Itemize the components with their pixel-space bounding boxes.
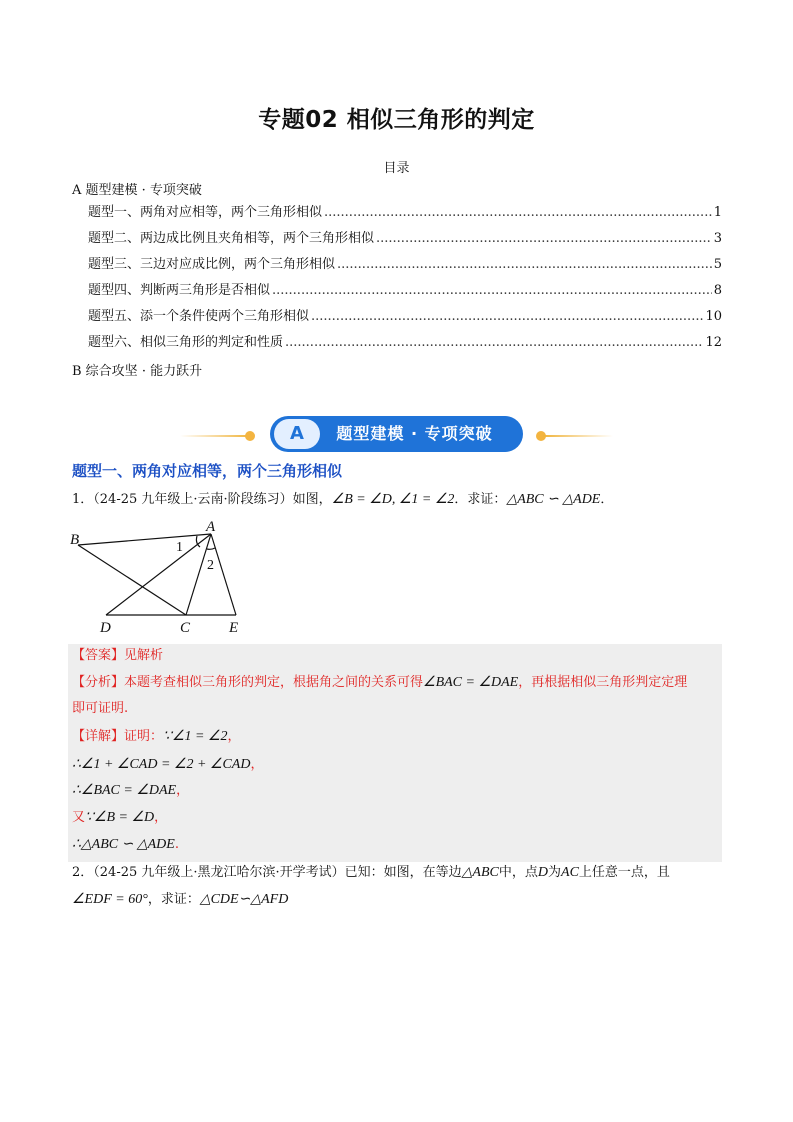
banner-line-left: [180, 435, 250, 437]
label-d: D: [100, 620, 111, 636]
toc-entry[interactable]: [88, 331, 722, 350]
step-4-prefix: 又: [72, 810, 86, 825]
label-angle-2: 2: [207, 558, 214, 573]
step-2-suffix: ，: [250, 757, 264, 772]
step-4-math: ∵∠B = ∠D: [85, 810, 155, 825]
toc-leader-dots: [324, 205, 712, 220]
toc-entry[interactable]: [88, 305, 722, 324]
label-c: C: [180, 620, 191, 636]
proof-step: [72, 808, 167, 828]
analysis-text-2: ，再根据相似三角形判定定理: [518, 675, 688, 690]
toc-page-number: 8: [713, 283, 722, 298]
step-5-suffix: .: [174, 837, 179, 852]
problem-2-triangle: △ABC: [461, 865, 499, 880]
toc-entry[interactable]: [88, 201, 722, 220]
detail-text: 证明：: [124, 729, 164, 744]
problem-2-goal: △CDE∽△AFD: [199, 892, 289, 907]
toc-page-number: 1: [713, 205, 722, 220]
problem-1-goal: △ABC ∽ △ADE: [506, 492, 601, 507]
step-5-math: ∴△ABC ∽ △ADE: [72, 837, 175, 852]
toc-part-a[interactable]: A 题型建模 · 专项突破: [72, 183, 202, 198]
banner-letter: A: [274, 419, 320, 449]
analysis-line: [72, 673, 726, 693]
problem-2-point-d: D: [537, 865, 549, 880]
problem-2-end: 上任意一点，且: [578, 865, 670, 880]
segment-ba: [78, 534, 211, 545]
segment-ae: [211, 534, 236, 615]
toc-page-number: 5: [713, 257, 722, 272]
label-a: A: [206, 519, 216, 535]
detail-tag: 【详解】: [72, 729, 125, 744]
toc-leader-dots: [376, 231, 712, 246]
label-angle-1: 1: [176, 540, 183, 555]
problem-2-angle: ∠EDF = 60°: [72, 892, 148, 907]
geometry-figure: [66, 519, 251, 637]
segment-bc: [78, 545, 186, 615]
analysis-math: ∠BAC = ∠DAE: [423, 675, 519, 690]
problem-2-line-2: [72, 890, 288, 910]
analysis-tag: 【分析】: [72, 675, 125, 690]
segment-ad: [106, 534, 211, 615]
section-banner: [0, 414, 793, 458]
toc-entry[interactable]: [88, 279, 722, 298]
analysis-line-2: [72, 699, 128, 719]
section-heading: 题型一、两角对应相等，两个三角形相似: [72, 462, 343, 480]
toc-entry-text: 题型二、两边成比例且夹角相等，两个三角形相似: [88, 231, 375, 246]
problem-1-end: ．: [600, 492, 614, 507]
toc-leader-dots: [285, 335, 703, 350]
toc-entry-text: 题型四、判断两三角形是否相似: [88, 283, 271, 298]
problem-1-statement: [72, 490, 613, 510]
toc-entry[interactable]: [88, 253, 722, 272]
problem-2-prove: ，求证：: [147, 892, 200, 907]
proof-step: [72, 835, 179, 855]
banner-label: 题型建模 · 专项突破: [336, 424, 493, 443]
toc-page-number: 3: [713, 231, 722, 246]
step-1-math: ∵∠1 = ∠2: [163, 729, 228, 744]
toc-leader-dots: [311, 309, 703, 324]
problem-2-line-1: [72, 863, 670, 883]
answer-tag: 【答案】: [72, 648, 125, 663]
proof-step: [72, 755, 263, 775]
toc-entry-text: 题型三、三边对应成比例，两个三角形相似: [88, 257, 336, 272]
toc-leader-dots: [337, 257, 712, 272]
answer-line: [72, 646, 163, 666]
toc-entry-text: 题型一、两角对应相等，两个三角形相似: [88, 205, 323, 220]
toc-leader-dots: [272, 283, 712, 298]
toc-page-number: 12: [705, 335, 722, 350]
problem-2-mid-2: 为: [548, 865, 562, 880]
banner-pill: [270, 416, 523, 452]
problem-1-given: ∠B = ∠D, ∠1 = ∠2: [331, 492, 455, 507]
step-3-suffix: ，: [176, 783, 190, 798]
banner-line-right: [543, 435, 613, 437]
page-title: 专题02 相似三角形的判定: [258, 107, 535, 133]
toc-heading: 目录: [383, 161, 410, 176]
problem-1-prefix: 1．（24-25 九年级上·云南·阶段练习）如图，: [72, 492, 332, 507]
detail-line: [72, 727, 241, 747]
toc-page-number: 10: [705, 309, 722, 324]
step-1-suffix: ，: [227, 729, 241, 744]
analysis-text-1: 本题考查相似三角形的判定，根据角之间的关系可得: [124, 675, 424, 690]
label-b: B: [70, 532, 80, 548]
problem-2-prefix: 2．（24-25 九年级上·黑龙江哈尔滨·开学考试）已知：如图，在等边: [72, 865, 462, 880]
label-e: E: [229, 620, 239, 636]
toc-entry[interactable]: [88, 227, 722, 246]
banner-dot-left: [245, 431, 255, 441]
angle-2-arc: [207, 548, 215, 549]
problem-2-mid: 中，点: [498, 865, 538, 880]
step-3-math: ∴∠BAC = ∠DAE: [72, 783, 177, 798]
analysis-text-3: 即可证明.: [72, 701, 129, 716]
toc-part-b[interactable]: B 综合攻坚 · 能力跃升: [72, 364, 203, 379]
problem-1-mid: ．求证：: [454, 492, 507, 507]
proof-step: [72, 781, 189, 801]
toc-entry-text: 题型五、添一个条件使两个三角形相似: [88, 309, 310, 324]
step-2-math: ∴∠1 + ∠CAD = ∠2 + ∠CAD: [72, 757, 251, 772]
step-4-suffix: ，: [154, 810, 168, 825]
toc-entry-text: 题型六、相似三角形的判定和性质: [88, 335, 284, 350]
problem-2-segment-ac: AC: [561, 865, 579, 880]
answer-text: 见解析: [124, 648, 164, 663]
